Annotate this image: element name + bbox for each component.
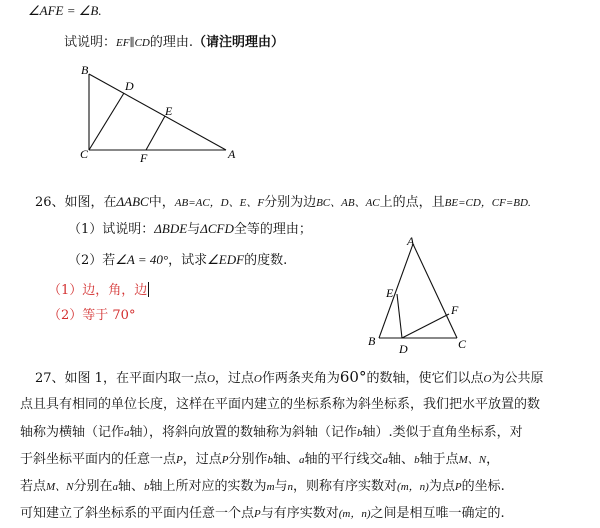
instruction-line: 试说明：EF∥CD的理由.（请注明理由） <box>64 35 284 50</box>
q26-part2: （2）若∠A = 40°，试求∠EDF的度数. <box>68 252 288 268</box>
label2-e: E <box>386 286 394 300</box>
segment-cd <box>89 93 124 150</box>
label-b: B <box>81 63 89 77</box>
q26-part1: （1）试说明：ΔBDE与ΔCFD全等的理由； <box>68 221 312 237</box>
q27-line-6: 可知建立了斜坐标系的平面内任意一个点P与有序实数对(m，n)之间是相互唯一确定的. <box>20 506 505 521</box>
angle-equation: ∠AFE = ∠B. <box>28 3 102 18</box>
q27-line-3: 轴称为横轴（记作a轴），将斜向放置的数轴称为斜轴（记作b轴）.类似于直角坐标系，对 <box>20 425 523 440</box>
segment2-ab <box>379 244 413 338</box>
segment-ba <box>89 74 226 150</box>
label2-b: B <box>368 334 376 348</box>
label-a: A <box>228 147 236 161</box>
segment2-ed <box>397 294 402 338</box>
segment2-ac <box>413 244 457 338</box>
q27-line-5: 若点M、N分别在a轴、b轴上所对应的实数为m与n，则称有序实数对(m，n)为点P的坐标. <box>20 479 505 494</box>
label2-c: C <box>458 337 467 351</box>
segment-fe <box>146 116 165 150</box>
label2-f: F <box>451 303 459 317</box>
q27-line-2: 点且具有相同的单位长度，这样在平面内建立的坐标系称为斜坐标系，我们把水平放置的数 <box>20 397 541 412</box>
label-f: F <box>140 151 148 165</box>
label-d: D <box>125 79 134 93</box>
q27-line-4: 于斜坐标平面内的任意一点P，过点P分别作b轴、a轴的平行线交a轴、b轴于点M、N， <box>20 452 500 467</box>
label2-d: D <box>399 342 408 356</box>
label2-a: A <box>407 234 415 248</box>
answer-1[interactable]: （1）边，角，边 <box>48 283 148 298</box>
answer-2[interactable]: （2）等于 70° <box>48 308 136 323</box>
q27-line-1: 27、如图 1，在平面内取一点O，过点O作两条夹角为60°的数轴，使它们以点O为公共原 <box>35 368 544 386</box>
text-cursor <box>148 282 149 297</box>
q26-stem: 26、如图，在ΔABC中，AB=AC，D、E、F分别为边BC、AB、AC上的点，且BE=CD，CF=BD. <box>35 194 531 210</box>
label-c: C <box>80 147 89 161</box>
segment2-df <box>402 314 449 338</box>
label-e: E <box>165 104 173 118</box>
